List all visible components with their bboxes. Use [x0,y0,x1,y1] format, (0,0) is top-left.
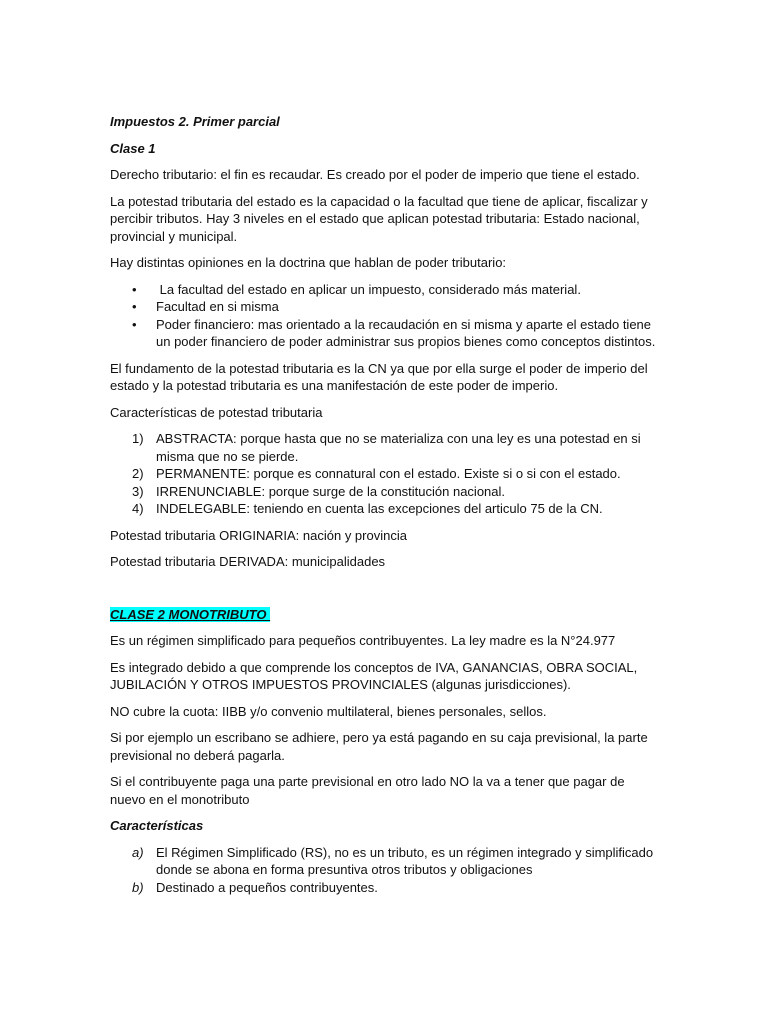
paragraph: Si por ejemplo un escribano se adhiere, pero ya está pagando en su caja previsional, la parte previsional no deberá pagarla. [110,730,648,763]
list-item [110,500,658,518]
paragraph: Características de potestad tributaria [110,404,323,420]
list-item [110,465,658,483]
bullet-list [110,281,658,351]
heading-caracteristicas: Características [110,818,204,833]
list-number: 3) [132,483,144,499]
list-item-text: El Régimen Simplificado (RS), no es un tributo, es un régimen integrado y simplificado donde se abona en forma presuntiva otros tributos y obligaciones [156,844,654,877]
numbered-list [110,430,658,518]
paragraph: Si el contribuyente paga una parte previsional en otro lado NO la va a tener que pagar de nuevo en el monotributo [110,774,625,807]
list-item [110,879,658,897]
list-item [110,483,658,501]
list-item-text: INDELEGABLE: teniendo en cuenta las excepciones del articulo 75 de la CN. [156,501,603,516]
list-item [110,281,658,299]
list-number: 4) [132,501,144,516]
paragraph: NO cubre la cuota: IIBB y/o convenio multilateral, bienes personales, sellos. [110,703,547,719]
document-title: Impuestos 2. Primer parcial [110,114,280,129]
list-item-text: PERMANENTE: porque es connatural con el estado. Existe si o si con el estado. [156,466,621,481]
paragraph: El fundamento de la potestad tributaria es la CN ya que por ella surge el poder de imperio del estado y la potestad tributaria es una manifestación de este poder de imperio. [110,360,648,393]
paragraph: Derecho tributario: el fin es recaudar. Es creado por el poder de imperio que tiene el estado. [110,167,640,182]
list-item [110,316,658,351]
list-item-text: Poder financiero: mas orientado a la recaudación en si misma y aparte el estado tiene un poder financiero de poder administrar sus propios bienes como conceptos distintos. [156,316,656,349]
document-body [110,113,658,905]
list-item-text: ABSTRACTA: porque hasta que no se materializa con una ley es una potestad en si misma que no se pierde. [156,431,641,464]
list-number: 1) [132,431,144,446]
list-item-text: La facultad del estado en aplicar un impuesto, considerado más material. [156,281,581,297]
bullet-marker: • [132,281,137,297]
list-item-text: Facultad en si misma [156,299,279,314]
list-item [110,430,658,465]
paragraph: La potestad tributaria del estado es la capacidad o la facultad que tiene de aplicar, fiscalizar y percibir tributos. Hay 3 niveles en el estado que aplican potestad tributaria: Estado nacional, provincial y municipal. [110,193,648,244]
paragraph: Es integrado debido a que comprende los conceptos de IVA, GANANCIAS, OBRA SOCIAL, JUBILACIÓN Y OTROS IMPUESTOS PROVINCIALES (algunas jurisdicciones). [110,659,638,692]
heading-clase-1: Clase 1 [110,140,156,156]
paragraph: Potestad tributaria DERIVADA: municipalidades [110,554,386,569]
heading-clase-2 [110,606,658,624]
paragraph: Es un régimen simplificado para pequeños contribuyentes. La ley madre es la N°24.977 [110,633,616,648]
paragraph: Hay distintas opiniones en la doctrina que hablan de poder tributario: [110,255,507,270]
list-number: 2) [132,466,144,481]
lettered-list [110,844,658,897]
list-item [110,844,658,879]
spacer [110,580,658,606]
list-letter: a) [132,844,144,860]
list-item-text: IRRENUNCIABLE: porque surge de la constitución nacional. [156,483,506,499]
list-item-text: Destinado a pequeños contribuyentes. [156,879,378,895]
list-item [110,298,658,316]
bullet-marker: • [132,299,137,314]
highlighted-heading: CLASE 2 MONOTRIBUTO [110,606,271,622]
list-letter: b) [132,879,144,895]
paragraph: Potestad tributaria ORIGINARIA: nación y provincia [110,527,407,543]
bullet-marker: • [132,316,137,332]
